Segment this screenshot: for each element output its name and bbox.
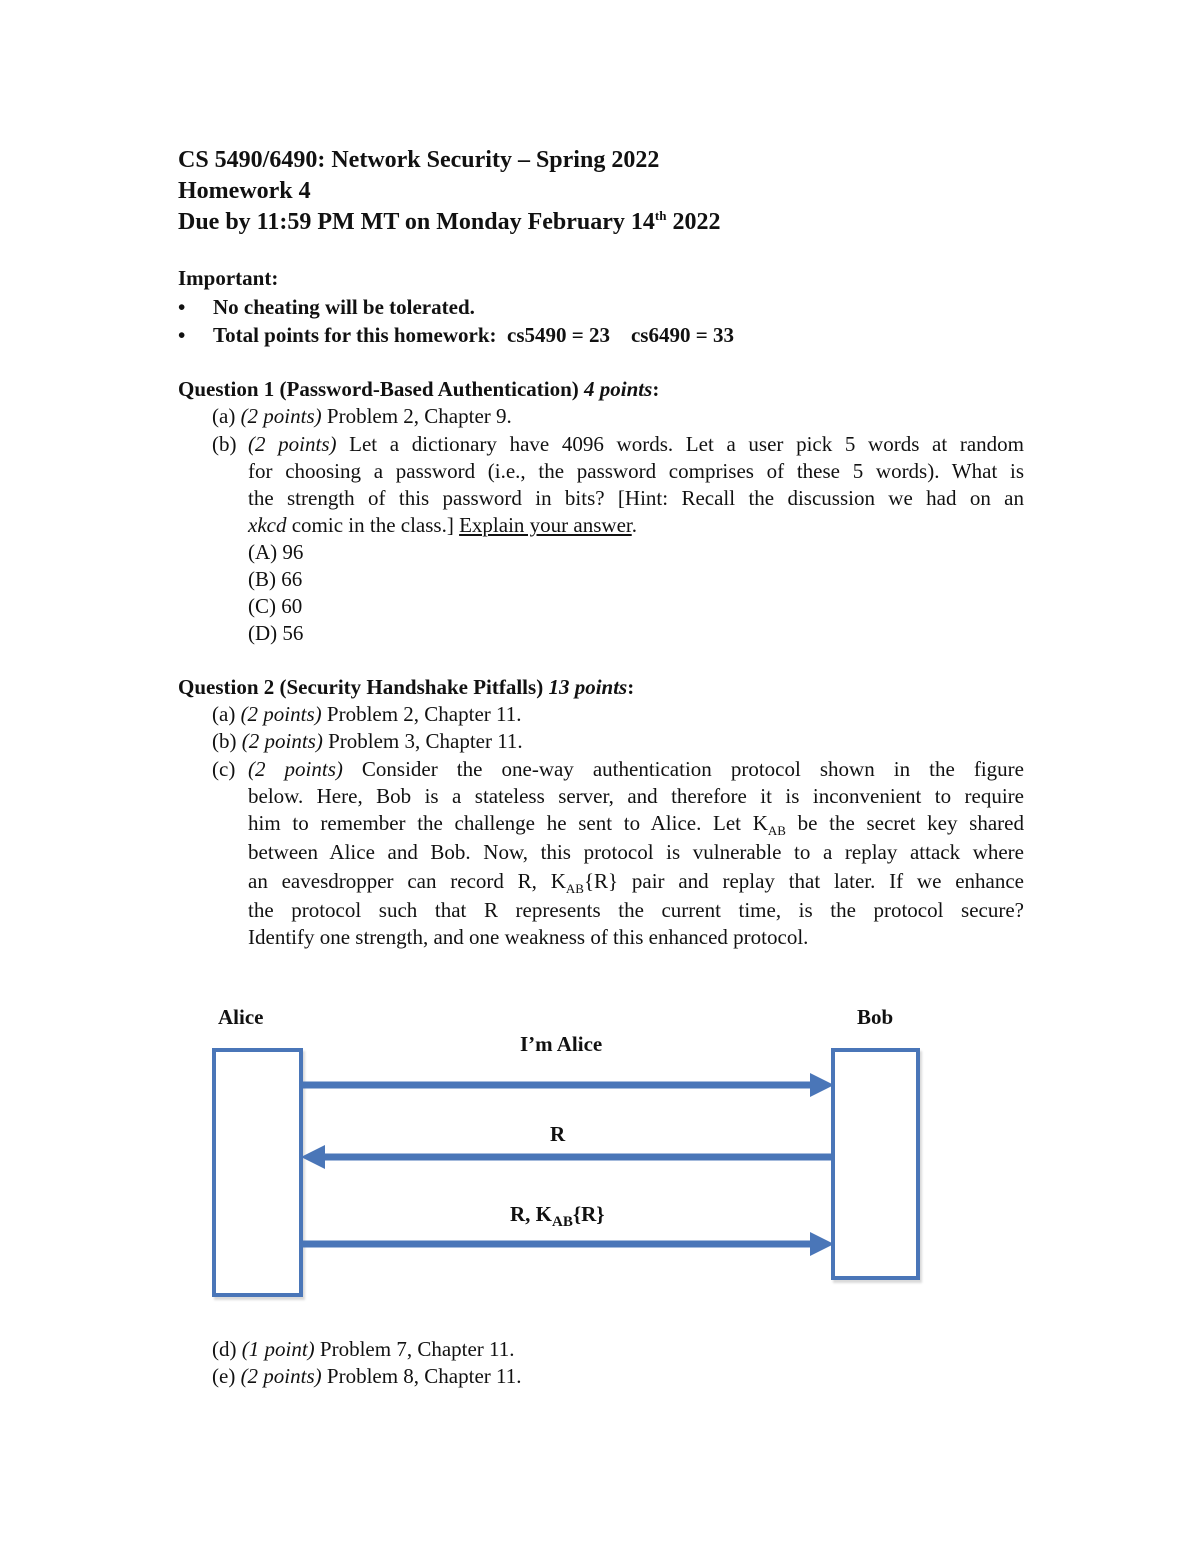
- q2-colon: :: [627, 675, 635, 699]
- diagram-msg3-prefix: R, K: [510, 1202, 552, 1226]
- q2-points: 13 points: [548, 675, 628, 699]
- q2-d: [212, 1336, 515, 1363]
- q2-c-text3b: be the secret key shared: [785, 811, 1024, 835]
- due-sup: th: [654, 208, 667, 223]
- diagram-alice-label: Alice: [218, 1005, 264, 1029]
- q1-option-b: (B) 66: [248, 567, 303, 591]
- q1-option-c: (C) 60: [248, 594, 303, 618]
- q2-e-points: (2 points): [240, 1364, 322, 1388]
- bullet-icon: •: [178, 323, 186, 347]
- q2-e-text: Problem 8, Chapter 11.: [321, 1364, 522, 1388]
- q2-c-sub3: AB: [767, 823, 786, 839]
- q1-b-points: (2 points): [248, 432, 337, 456]
- q2-c-text3a: him to remember the challenge he sent to Alice. Let K: [248, 811, 768, 835]
- diagram-bob-label: Bob: [857, 1005, 894, 1029]
- q2-d-points: (1 point): [241, 1337, 315, 1361]
- q1-heading-text: Question 1 (Password-Based Authentication): [178, 377, 585, 401]
- q1-a-points: (2 points): [240, 404, 322, 428]
- q2-a-text: Problem 2, Chapter 11.: [321, 702, 522, 726]
- q2-c-points: (2 points): [248, 757, 343, 781]
- q1-b-text4: comic in the class.]: [286, 513, 460, 537]
- q2-d-text: Problem 7, Chapter 11.: [314, 1337, 515, 1361]
- arrowhead-right-icon: [810, 1232, 834, 1256]
- q1-b-explain: Explain your answer: [459, 513, 632, 537]
- q2-c-line7: Identify one strength, and one weakness of this enhanced protocol.: [248, 925, 809, 949]
- q2-b-points: (2 points): [241, 729, 323, 753]
- due-prefix: Due by 11:59 PM MT on Monday February 14: [178, 209, 655, 235]
- course-title: CS 5490/6490: Network Security – Spring 2022: [178, 147, 660, 173]
- q1-a-label: (a): [212, 404, 241, 428]
- q1-b-line3: the strength of this password in bits? [Hint: Recall the discussion we had on an: [248, 486, 1024, 510]
- homework-title: Homework 4: [178, 178, 311, 204]
- q1-b-text1: Let a dictionary have 4096 words. Let a user pick 5 words at random: [336, 432, 1025, 456]
- diagram-msg3-sub: AB: [552, 1214, 573, 1231]
- q2-e-label: (e): [212, 1364, 241, 1388]
- q1-a-text: Problem 2, Chapter 9.: [321, 404, 512, 428]
- diagram-msg2: R: [550, 1122, 566, 1146]
- q2-e: [212, 1363, 522, 1390]
- q1-option-d: (D) 56: [248, 621, 304, 645]
- q2-c-label: (c): [212, 757, 236, 781]
- q2-c-line4: between Alice and Bob. Now, this protocol is vulnerable to a replay attack where: [248, 840, 1024, 864]
- due-suffix: 2022: [666, 209, 721, 235]
- q2-a-label: (a): [212, 702, 241, 726]
- q1-b-label: (b): [212, 432, 237, 456]
- q2-b-label: (b): [212, 729, 242, 753]
- important-item-1: No cheating will be tolerated.: [213, 295, 475, 319]
- arrowhead-left-icon: [301, 1145, 325, 1169]
- bullet-icon: •: [178, 295, 186, 319]
- q1-colon: :: [652, 377, 660, 401]
- q1-b-period: .: [631, 513, 637, 537]
- q2-d-label: (d): [212, 1337, 242, 1361]
- q2-c-line6: the protocol such that R represents the current time, is the protocol secure?: [248, 898, 1024, 922]
- q2-heading-text: Question 2 (Security Handshake Pitfalls): [178, 675, 549, 699]
- q2-c-text5b: {R} pair and replay that later. If we enhance: [583, 869, 1024, 893]
- q1-b-line2: for choosing a password (i.e., the password comprises of these 5 words). What is: [248, 459, 1024, 483]
- q2-b-text: Problem 3, Chapter 11.: [322, 729, 523, 753]
- diagram-msg3-suffix: {R}: [572, 1202, 605, 1226]
- important-item-2: Total points for this homework: cs5490 = 23 cs6490 = 33: [213, 323, 734, 347]
- q2-c-sub5: AB: [565, 881, 584, 897]
- arrowhead-right-icon: [810, 1073, 834, 1097]
- q2-c-text1: Consider the one-way authentication protocol shown in the figure: [342, 757, 1024, 781]
- q1-points: 4 points: [584, 377, 653, 401]
- q2-c-text5a: an eavesdropper can record R, K: [248, 869, 566, 893]
- q2-c-line2: below. Here, Bob is a stateless server, and therefore it is inconvenient to require: [248, 784, 1024, 808]
- q1-option-a: (A) 96: [248, 540, 304, 564]
- q1-b-xkcd: xkcd: [248, 513, 287, 537]
- q2-a-points: (2 points): [240, 702, 322, 726]
- important-heading: Important:: [178, 266, 279, 290]
- diagram-msg1: I’m Alice: [520, 1032, 603, 1056]
